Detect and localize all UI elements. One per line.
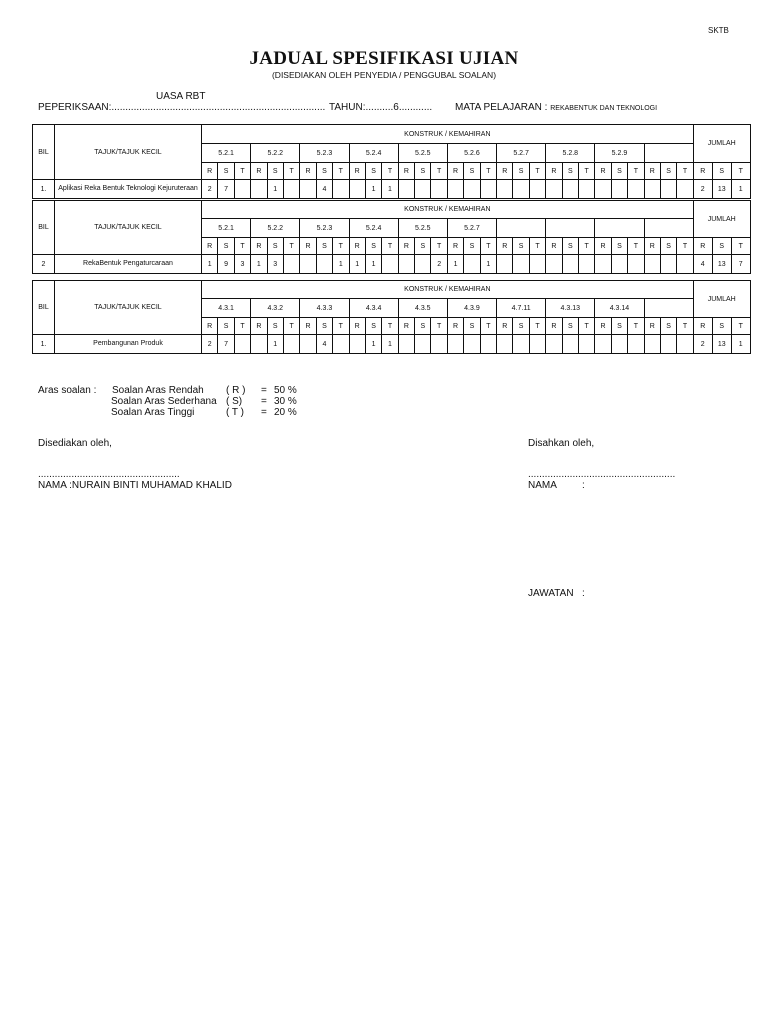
level-s-header: S: [464, 238, 480, 255]
document-title: JADUAL SPESIFIKASI UJIAN: [249, 48, 519, 69]
level-r-header: R: [202, 238, 218, 255]
count-cell: [611, 335, 627, 354]
count-cell: [660, 335, 676, 354]
level-r-header: R: [202, 163, 218, 180]
count-cell: [546, 180, 562, 199]
skill-code: [644, 144, 693, 163]
count-cell: [529, 335, 545, 354]
aras-code: ( T ): [226, 407, 244, 418]
approved-name-colon: :: [582, 480, 585, 491]
tajuk-header: TAJUK/TAJUK KECIL: [55, 125, 202, 180]
total-cell: 13: [712, 180, 731, 199]
count-cell: 1: [365, 335, 381, 354]
skill-code: [546, 219, 595, 238]
count-cell: [349, 335, 365, 354]
count-cell: [628, 180, 644, 199]
count-cell: [660, 180, 676, 199]
level-t-header: T: [283, 318, 299, 335]
count-cell: [464, 335, 480, 354]
level-r-header: R: [693, 318, 712, 335]
count-cell: [251, 180, 267, 199]
count-cell: [611, 255, 627, 274]
count-cell: [611, 180, 627, 199]
count-cell: [480, 335, 496, 354]
count-cell: 2: [202, 180, 218, 199]
level-t-header: T: [333, 163, 349, 180]
level-r-header: R: [497, 163, 513, 180]
count-cell: [578, 255, 594, 274]
count-cell: [546, 335, 562, 354]
level-s-header: S: [660, 318, 676, 335]
mata-pelajaran-value: REKABENTUK DAN TEKNOLOGI: [550, 105, 658, 112]
count-cell: [578, 180, 594, 199]
level-r-header: R: [398, 238, 414, 255]
skill-code: 5.2.6: [447, 144, 496, 163]
count-cell: [398, 335, 414, 354]
level-s-header: S: [611, 163, 627, 180]
count-cell: [333, 180, 349, 199]
mata-pelajaran-label: MATA PELAJARAN :: [455, 102, 548, 113]
level-t-header: T: [677, 238, 693, 255]
count-cell: [234, 180, 250, 199]
count-cell: 3: [234, 255, 250, 274]
aras-percent: 50 %: [274, 385, 297, 396]
count-cell: [513, 335, 529, 354]
level-s-header: S: [611, 238, 627, 255]
level-s-header: S: [316, 238, 332, 255]
level-s-header: S: [513, 238, 529, 255]
level-r-header: R: [349, 318, 365, 335]
count-cell: [382, 255, 398, 274]
aras-equals: =: [261, 396, 267, 407]
level-r-header: R: [300, 238, 316, 255]
jumlah-header: JUMLAH: [693, 201, 750, 238]
level-r-header: R: [595, 238, 611, 255]
count-cell: [431, 180, 447, 199]
tajuk-header: TAJUK/TAJUK KECIL: [55, 281, 202, 335]
aras-equals: =: [261, 407, 267, 418]
count-cell: 1: [480, 255, 496, 274]
count-cell: [529, 180, 545, 199]
skill-code: 4.3.9: [447, 299, 496, 318]
count-cell: 1: [251, 255, 267, 274]
level-s-header: S: [218, 238, 234, 255]
level-r-header: R: [644, 318, 660, 335]
topic-name: Pembangunan Produk: [55, 335, 202, 354]
count-cell: [677, 255, 693, 274]
konstruk-header: KONSTRUK / KEMAHIRAN: [202, 125, 694, 144]
level-t-header: T: [677, 318, 693, 335]
skill-code: 4.7.11: [497, 299, 546, 318]
count-cell: [595, 255, 611, 274]
count-cell: 3: [267, 255, 283, 274]
count-cell: [415, 335, 431, 354]
count-cell: 4: [316, 335, 332, 354]
count-cell: [234, 335, 250, 354]
level-r-header: R: [546, 163, 562, 180]
count-cell: 1: [333, 255, 349, 274]
skill-code: 5.2.3: [300, 219, 349, 238]
level-t-header: T: [234, 163, 250, 180]
count-cell: [283, 255, 299, 274]
count-cell: [480, 180, 496, 199]
level-r-header: R: [349, 163, 365, 180]
level-t-header: T: [480, 318, 496, 335]
spec-table: [32, 124, 751, 199]
level-t-header: T: [382, 238, 398, 255]
level-r-header: R: [644, 163, 660, 180]
row-number: 2: [33, 255, 55, 274]
document-subtitle: (DISEDIAKAN OLEH PENYEDIA / PENGGUBAL SOALAN): [271, 70, 497, 80]
count-cell: [497, 180, 513, 199]
level-r-header: R: [349, 238, 365, 255]
total-cell: 13: [712, 255, 731, 274]
skill-code: 4.3.14: [595, 299, 644, 318]
level-t-header: T: [234, 238, 250, 255]
jawatan-label: JAWATAN: [528, 588, 574, 599]
aras-equals: =: [261, 385, 267, 396]
level-r-header: R: [497, 318, 513, 335]
count-cell: [431, 335, 447, 354]
count-cell: 7: [218, 335, 234, 354]
count-cell: [513, 255, 529, 274]
skill-code: 5.2.5: [398, 144, 447, 163]
count-cell: [644, 180, 660, 199]
level-r-header: R: [398, 318, 414, 335]
approved-name-label: NAMA: [528, 480, 557, 491]
level-r-header: R: [447, 238, 463, 255]
count-cell: [644, 335, 660, 354]
topic-name: RekaBentuk Pengaturcaraan: [55, 255, 202, 274]
total-cell: 2: [693, 180, 712, 199]
level-r-header: R: [546, 238, 562, 255]
aras-name: Soalan Aras Sederhana: [111, 396, 217, 407]
row-number: 1.: [33, 335, 55, 354]
skill-code: 4.3.13: [546, 299, 595, 318]
count-cell: [677, 180, 693, 199]
topic-name: Aplikasi Reka Bentuk Teknologi Kejuruteraan: [55, 180, 202, 199]
level-t-header: T: [677, 163, 693, 180]
level-s-header: S: [415, 238, 431, 255]
level-r-header: R: [497, 238, 513, 255]
level-t-header: T: [529, 318, 545, 335]
count-cell: [497, 335, 513, 354]
count-cell: [415, 255, 431, 274]
count-cell: 1: [447, 255, 463, 274]
konstruk-header: KONSTRUK / KEMAHIRAN: [202, 201, 694, 219]
level-r-header: R: [447, 163, 463, 180]
level-s-header: S: [562, 163, 578, 180]
approved-by-label: Disahkan oleh,: [528, 438, 595, 449]
skill-code: 5.2.4: [349, 144, 398, 163]
count-cell: [628, 335, 644, 354]
level-t-header: T: [578, 318, 594, 335]
total-cell: 1: [731, 335, 750, 354]
aras-code: ( S): [226, 396, 243, 407]
count-cell: [464, 180, 480, 199]
total-cell: 1: [731, 180, 750, 199]
spec-table: [32, 200, 751, 274]
skill-code: [644, 219, 693, 238]
level-r-header: R: [595, 318, 611, 335]
total-cell: 4: [693, 255, 712, 274]
bil-header: BIL: [33, 125, 55, 180]
count-cell: 1: [267, 180, 283, 199]
level-t-header: T: [333, 238, 349, 255]
count-cell: [562, 180, 578, 199]
spec-table: [32, 280, 751, 354]
count-cell: 1: [382, 335, 398, 354]
level-s-header: S: [712, 238, 731, 255]
level-s-header: S: [316, 318, 332, 335]
count-cell: [513, 180, 529, 199]
count-cell: [562, 255, 578, 274]
level-s-header: S: [660, 163, 676, 180]
total-cell: 13: [712, 335, 731, 354]
count-cell: [398, 255, 414, 274]
level-r-header: R: [693, 163, 712, 180]
count-cell: [283, 180, 299, 199]
level-s-header: S: [365, 238, 381, 255]
count-cell: 2: [431, 255, 447, 274]
level-t-header: T: [731, 238, 750, 255]
skill-code: 5.2.1: [202, 219, 251, 238]
level-s-header: S: [712, 318, 731, 335]
level-s-header: S: [316, 163, 332, 180]
skill-code: 4.3.2: [251, 299, 300, 318]
level-t-header: T: [628, 318, 644, 335]
level-r-header: R: [300, 163, 316, 180]
konstruk-header: KONSTRUK / KEMAHIRAN: [202, 281, 694, 299]
count-cell: [660, 255, 676, 274]
tahun-field: TAHUN:..........6............: [329, 102, 433, 113]
aras-percent: 30 %: [274, 396, 297, 407]
level-r-header: R: [644, 238, 660, 255]
level-r-header: R: [398, 163, 414, 180]
count-cell: [628, 255, 644, 274]
count-cell: [644, 255, 660, 274]
bil-header: BIL: [33, 281, 55, 335]
skill-code: 5.2.3: [300, 144, 349, 163]
jawatan-colon: :: [582, 588, 585, 599]
total-cell: 2: [693, 335, 712, 354]
level-r-header: R: [693, 238, 712, 255]
level-s-header: S: [415, 318, 431, 335]
count-cell: [316, 255, 332, 274]
level-s-header: S: [464, 163, 480, 180]
skill-code: 5.2.2: [251, 219, 300, 238]
count-cell: [546, 255, 562, 274]
count-cell: [398, 180, 414, 199]
skill-code: 5.2.9: [595, 144, 644, 163]
level-s-header: S: [562, 318, 578, 335]
mata-pelajaran-field: [455, 102, 657, 113]
level-t-header: T: [578, 238, 594, 255]
level-t-header: T: [431, 163, 447, 180]
aras-code: ( R ): [226, 385, 246, 396]
level-s-header: S: [267, 238, 283, 255]
count-cell: [595, 180, 611, 199]
aras-name: Soalan Aras Rendah: [112, 385, 204, 396]
count-cell: 2: [202, 335, 218, 354]
level-t-header: T: [628, 238, 644, 255]
skill-code: 5.2.2: [251, 144, 300, 163]
skill-code: 5.2.1: [202, 144, 251, 163]
skill-code: 4.3.1: [202, 299, 251, 318]
level-s-header: S: [365, 318, 381, 335]
skill-code: [644, 299, 693, 318]
count-cell: [497, 255, 513, 274]
level-s-header: S: [218, 318, 234, 335]
skill-code: 5.2.7: [497, 144, 546, 163]
level-r-header: R: [546, 318, 562, 335]
level-s-header: S: [660, 238, 676, 255]
level-s-header: S: [513, 318, 529, 335]
level-s-header: S: [267, 318, 283, 335]
count-cell: [349, 180, 365, 199]
aras-soalan-label: Aras soalan :: [38, 385, 97, 396]
count-cell: 1: [267, 335, 283, 354]
level-r-header: R: [300, 318, 316, 335]
count-cell: 1: [382, 180, 398, 199]
level-t-header: T: [480, 163, 496, 180]
level-s-header: S: [712, 163, 731, 180]
skill-code: 4.3.3: [300, 299, 349, 318]
count-cell: [464, 255, 480, 274]
level-t-header: T: [382, 163, 398, 180]
count-cell: [447, 335, 463, 354]
skill-code: [595, 219, 644, 238]
prepared-by-name: NAMA :NURAIN BINTI MUHAMAD KHALID: [38, 480, 232, 491]
level-t-header: T: [731, 318, 750, 335]
level-t-header: T: [234, 318, 250, 335]
count-cell: [562, 335, 578, 354]
level-t-header: T: [480, 238, 496, 255]
count-cell: 1: [365, 255, 381, 274]
level-t-header: T: [283, 238, 299, 255]
count-cell: [529, 255, 545, 274]
peperiksaan-field: PEPERIKSAAN:.............................................................................: [38, 102, 326, 113]
count-cell: [251, 335, 267, 354]
level-t-header: T: [731, 163, 750, 180]
level-s-header: S: [464, 318, 480, 335]
level-r-header: R: [595, 163, 611, 180]
level-s-header: S: [562, 238, 578, 255]
count-cell: 1: [202, 255, 218, 274]
level-s-header: S: [513, 163, 529, 180]
level-s-header: S: [611, 318, 627, 335]
jumlah-header: JUMLAH: [693, 281, 750, 318]
count-cell: [447, 180, 463, 199]
total-cell: 7: [731, 255, 750, 274]
count-cell: [578, 335, 594, 354]
count-cell: [415, 180, 431, 199]
level-r-header: R: [251, 163, 267, 180]
level-t-header: T: [431, 238, 447, 255]
aras-percent: 20 %: [274, 407, 297, 418]
prepared-signature-line: ...................................................: [38, 469, 180, 480]
skill-code: [497, 219, 546, 238]
level-t-header: T: [628, 163, 644, 180]
exam-name: UASA RBT: [156, 91, 206, 102]
level-t-header: T: [431, 318, 447, 335]
count-cell: [300, 335, 316, 354]
document-code: SKTB: [708, 26, 729, 35]
level-s-header: S: [218, 163, 234, 180]
table-row: [33, 180, 751, 199]
count-cell: [300, 255, 316, 274]
level-r-header: R: [251, 318, 267, 335]
level-r-header: R: [251, 238, 267, 255]
skill-code: 5.2.4: [349, 219, 398, 238]
table-row: [33, 335, 751, 354]
skill-code: 5.2.8: [546, 144, 595, 163]
count-cell: 1: [349, 255, 365, 274]
level-s-header: S: [415, 163, 431, 180]
level-t-header: T: [578, 163, 594, 180]
count-cell: 4: [316, 180, 332, 199]
skill-code: 5.2.5: [398, 219, 447, 238]
skill-code: 4.3.4: [349, 299, 398, 318]
skill-code: 5.2.7: [447, 219, 496, 238]
level-s-header: S: [267, 163, 283, 180]
approved-signature-line: .....................................................: [528, 469, 676, 480]
table-row: [33, 255, 751, 274]
row-number: 1.: [33, 180, 55, 199]
count-cell: [283, 335, 299, 354]
level-t-header: T: [283, 163, 299, 180]
count-cell: [333, 335, 349, 354]
count-cell: [595, 335, 611, 354]
level-t-header: T: [333, 318, 349, 335]
level-s-header: S: [365, 163, 381, 180]
aras-name: Soalan Aras Tinggi: [111, 407, 195, 418]
level-r-header: R: [202, 318, 218, 335]
jumlah-header: JUMLAH: [693, 125, 750, 163]
level-t-header: T: [382, 318, 398, 335]
level-t-header: T: [529, 238, 545, 255]
prepared-by-label: Disediakan oleh,: [38, 438, 112, 449]
level-r-header: R: [447, 318, 463, 335]
skill-code: 4.3.5: [398, 299, 447, 318]
count-cell: 7: [218, 180, 234, 199]
count-cell: 1: [365, 180, 381, 199]
tajuk-header: TAJUK/TAJUK KECIL: [55, 201, 202, 255]
count-cell: [677, 335, 693, 354]
count-cell: [300, 180, 316, 199]
bil-header: BIL: [33, 201, 55, 255]
level-t-header: T: [529, 163, 545, 180]
count-cell: 9: [218, 255, 234, 274]
